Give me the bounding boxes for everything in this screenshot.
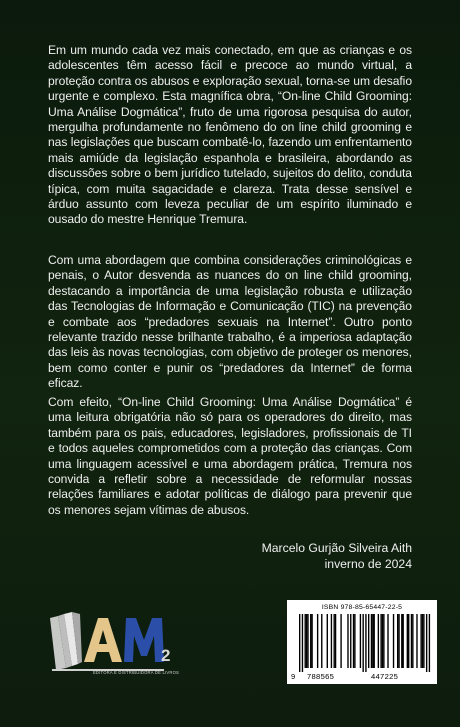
barcode-bar: [310, 614, 311, 668]
synopsis-paragraph-3: Com efeito, “On-line Child Grooming: Uma Análise Dogmática” é uma leitura obrigatória não só para os operadores do direito, mas também para os pais, educadores, legisladores, profissionais de TI e todos aqueles comprometidos com a proteção das crianças. Com uma linguagem acessível e uma abordagem prática, Tremura nos convida a refletir sobre a necessidade de reformular nossas relações familiares e adotar políticas de diálogo para prevenir que os menores sejam vítimas de abusos.: [48, 395, 412, 517]
barcode-bar: [317, 614, 318, 668]
barcode-bar: [321, 614, 322, 668]
barcode-bar: [334, 614, 335, 668]
barcode-bar: [299, 614, 300, 672]
barcode-bar: [422, 614, 423, 668]
barcode-bar: [360, 614, 361, 668]
barcode-bar: [311, 614, 312, 668]
barcode-bar: [387, 614, 388, 668]
barcode-bar: [382, 614, 383, 668]
barcode-bar: [305, 614, 306, 668]
barcode-bar: [353, 614, 354, 668]
signature: [262, 540, 412, 572]
barcode-bar: [397, 614, 398, 668]
isbn-barcode: [287, 600, 437, 684]
barcode-bar: [378, 614, 379, 668]
barcode-digit-first: 9: [291, 672, 296, 681]
publisher-caption: EDITORA E DISTRIBUIDORA DE LIVROS: [92, 670, 180, 675]
barcode-bar: [426, 614, 427, 672]
publisher-logo-icon: [44, 600, 184, 680]
barcode-bar: [380, 614, 381, 668]
barcode-bar: [362, 614, 363, 672]
barcode-digits-group2: 447225: [371, 672, 399, 681]
barcode-bar: [365, 614, 366, 672]
isbn-label: ISBN 978-85-65447-22-5: [321, 604, 403, 611]
synopsis-paragraph-1: Em um mundo cada vez mais conectado, em que as crianças e os adolescentes têm acesso fácil e precoce ao mundo virtual, a proteção contra os abusos e exploração sexual, torna-se um desafio urgente e complexo. Esta magnífica obra, “On-line Child Grooming: Uma Análise Dogmática”, fruto de uma rigorosa pesquisa do autor, mergulha profundamente no fenômeno do on line child grooming e nas legislações que buscam combatê-lo, fazendo um enfrentamento mais amiúde da legislação espanhola e brasileira, abordando as discussões sobre o bem jurídico tutelado, sujeitos do delito, conduta típica, com muita sagacidade e clareza. Trata desse sensível e árduo assunto com leveza peculiar de um espírito iluminado e ousado do mestre Henrique Tremura.: [48, 43, 412, 227]
barcode-bar: [368, 614, 369, 668]
synopsis-paragraph-2: Com uma abordagem que combina considerações criminológicas e penais, o Autor desvenda as nuances do on line child grooming, destacando a importância de uma legislação robusta e utilização das Tecnologias de Informação e Comunicação (TIC) na prevenção e combate aos “predadores sexuais na Internet”. Outro ponto relevante trazido nesse brilhante trabalho, é a imperiosa adaptação das leis às novas tecnologias, com objetivo de proteger os menores, bem como conter e punir os “predadores da Internet” de forma eficaz.: [48, 253, 412, 391]
barcode-bar: [350, 614, 351, 668]
barcode-bar: [403, 614, 404, 668]
barcode-bar: [327, 614, 328, 668]
barcode-bar: [307, 614, 308, 668]
barcode-bar: [412, 614, 413, 668]
barcode-bar: [354, 614, 355, 668]
signature-name: Marcelo Gurjão Silveira Aith: [261, 541, 412, 555]
logo-superscript: 2: [161, 646, 171, 665]
barcode-bar: [401, 614, 402, 668]
barcode-bar: [407, 614, 408, 668]
publisher-logo: [44, 600, 184, 680]
barcode-bar: [306, 614, 307, 668]
barcode-bar: [411, 614, 412, 668]
barcode-bar: [423, 614, 424, 668]
barcode-bar: [302, 614, 303, 672]
barcode-bar: [398, 614, 399, 668]
barcode-bar: [383, 614, 384, 668]
barcode-bar: [347, 614, 348, 668]
barcode-bar: [429, 614, 430, 672]
barcode-bar: [408, 614, 409, 668]
barcode-bars: [293, 614, 431, 672]
signature-date: inverno de 2024: [324, 557, 412, 571]
barcode-bar: [331, 614, 332, 668]
barcode-bar: [416, 614, 417, 668]
barcode-bar: [335, 614, 336, 668]
barcode-bar: [372, 614, 373, 668]
barcode-bar: [420, 614, 421, 668]
barcode-bar: [374, 614, 375, 668]
barcode-digits-group1: 788565: [307, 672, 335, 681]
barcode-bar: [371, 614, 372, 668]
barcode-bar: [340, 614, 341, 668]
barcode-bar: [393, 614, 394, 668]
